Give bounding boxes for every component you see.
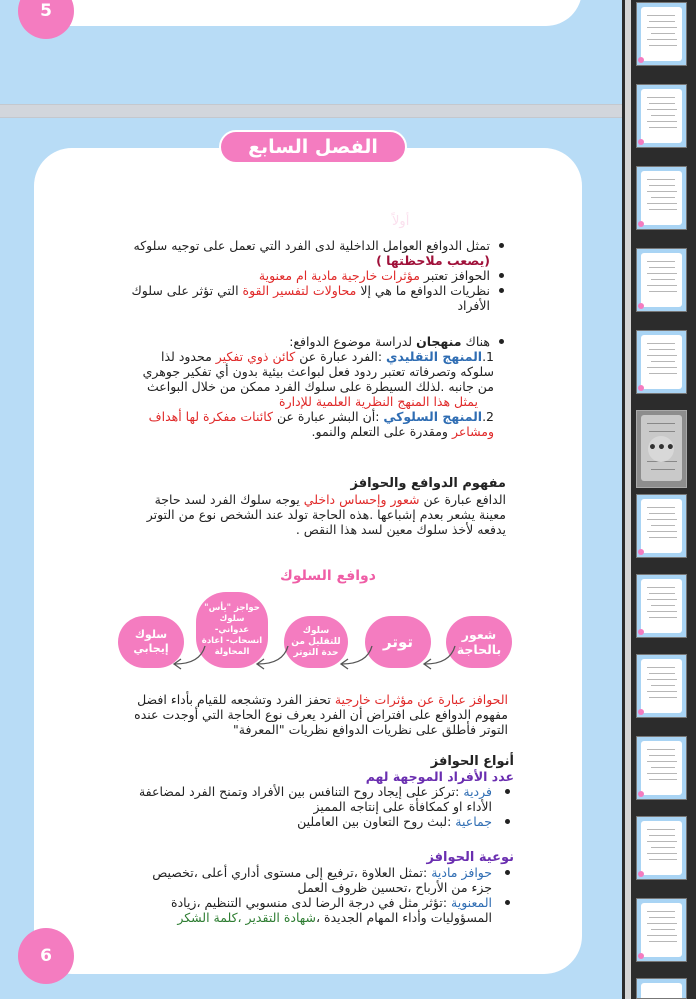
bullet-item: جماعية :لبث روح التعاون بين العاملين [130, 814, 514, 829]
page-thumbnail[interactable] [636, 574, 687, 638]
flow-arrows [120, 640, 460, 676]
sidebar-scroll-track[interactable] [625, 0, 631, 999]
step-reduce-tension: سلوك للتقليل من حدة التوتر [284, 616, 348, 668]
previous-page-number: 5 [18, 0, 74, 39]
page-thumbnail[interactable] [636, 898, 687, 962]
arrow-icon [175, 646, 205, 664]
bullet-item: تمثل الدوافع العوامل الداخلية لدى الفرد التي تعمل على توجيه سلوكه (يصعب ملاحظتها ) [130, 238, 508, 268]
approach-traditional: 1.المنهج التقليدي :الفرد عبارة عن كائن ذوي تفكير محدود لذا سلوكه وتصرفاته تعتبر ردود فعل لبواعث بيئية بدون أي تفكير جوهري من جانبه .لذلك السيطرة على سلوك الفرد ممكن من خلال البواعث [142, 349, 494, 394]
page-thumbnail[interactable] [636, 736, 687, 800]
arrow-icon [258, 646, 288, 664]
bullet-item: هناك منهجان لدراسة موضوع الدوافع: [130, 334, 508, 349]
page-number: 6 [18, 928, 74, 984]
bullet-item: حوافز مادية :تمثل العلاوة ،ترفيع إلى مستوى أداري أعلى ،تخصيص جزء من الأرباح ،تحسين ظروف العمل [130, 865, 514, 895]
incentive-kinds-section [130, 850, 514, 925]
kinds-title: نوعية الحوافز [426, 850, 514, 865]
more-dots-icon[interactable]: ••• [648, 436, 674, 462]
faded-heading: أولاً [392, 214, 410, 229]
approaches-section [130, 334, 508, 439]
concept-section [128, 476, 506, 537]
arrow-icon [342, 646, 372, 664]
bullet-item: المعنوية :تؤثر مثل في درجة الرضا لدى منسوبي التنظيم ،زيادة المسؤوليات وأداء المهام الجديدة ،شهادة التقدير ،كلمة الشكر [130, 895, 514, 925]
chapter-title: الفصل السابع [219, 130, 407, 164]
bullet-item: فردية :تركز على إيجاد روح التنافس بين الأفراد وتمنح الفرد لمضاعفة الأداء او كمكافأة على إنتاجه المميز [130, 784, 514, 814]
concept-text: الدافع عبارة عن شعور وإحساس داخلي يوجه سلوك الفرد لسد حاجة معينة يشعر بعدم إشباعها .هذه الحاجة تولد عند الشخص نوع من التوتر يدفعه لأخذ سلوك معين لسد هذا النقص . [146, 492, 506, 537]
bullet-item: نظريات الدوافع ما هي إلا محاولات لتفسير القوة التي تؤثر على سلوك الأفراد [130, 283, 508, 313]
page-thumbnail[interactable] [636, 816, 687, 880]
motives-chart-title: دوافع السلوك [280, 568, 376, 584]
types-title: أنواع الحوافز [430, 754, 514, 769]
page-thumbnail[interactable] [636, 248, 687, 312]
concept-title: مفهوم الدوافع والحوافز [350, 476, 506, 491]
approach-note: يمثل هذا المنهج النظرية العلمية للإدارة [279, 394, 478, 409]
bullet-item: الحوافز تعتبر مؤثرات خارجية مادية ام معنوية [130, 268, 508, 283]
incentive-types-section [130, 754, 514, 829]
page-thumbnail[interactable] [636, 166, 687, 230]
step-need: شعور بالحاجة [446, 616, 512, 668]
page-thumbnail[interactable] [636, 330, 687, 394]
page-thumbnail[interactable] [636, 978, 687, 999]
step-barriers: حواجز "يأس" سلوك عدواني- انسحاب- اعادة المحاولة [196, 592, 268, 668]
page-thumbnail[interactable] [636, 494, 687, 558]
previous-page [34, 0, 582, 26]
arrow-icon [425, 646, 455, 664]
incentives-paragraph: الحوافز عبارة عن مؤثرات خارجية تحفز الفرد وتشجعه للقيام بأداء افضل مفهوم الدوافع على افتراض أن الفرد يعرف نوع الحاجة التي أوجدت عنده التوتر فأطلق على نظريات الدوافع نظريات "المعرفة" [134, 692, 508, 737]
page-thumbnail[interactable] [636, 654, 687, 718]
step-tension: توتر [365, 616, 431, 668]
step-positive-behavior: سلوك إيجابي [118, 616, 184, 668]
page-thumbnail[interactable] [636, 2, 687, 66]
page-separator [0, 104, 622, 118]
types-subtitle: عدد الأفراد الموجهة لهم [365, 769, 514, 784]
intro-section [130, 238, 508, 313]
page-thumbnail[interactable] [636, 84, 687, 148]
approach-behavioral: 2.المنهج السلوكي :أن البشر عبارة عن كائنات مفكرة لها أهداف ومشاعر ومقدرة على التعلم والنمو. [148, 409, 494, 439]
